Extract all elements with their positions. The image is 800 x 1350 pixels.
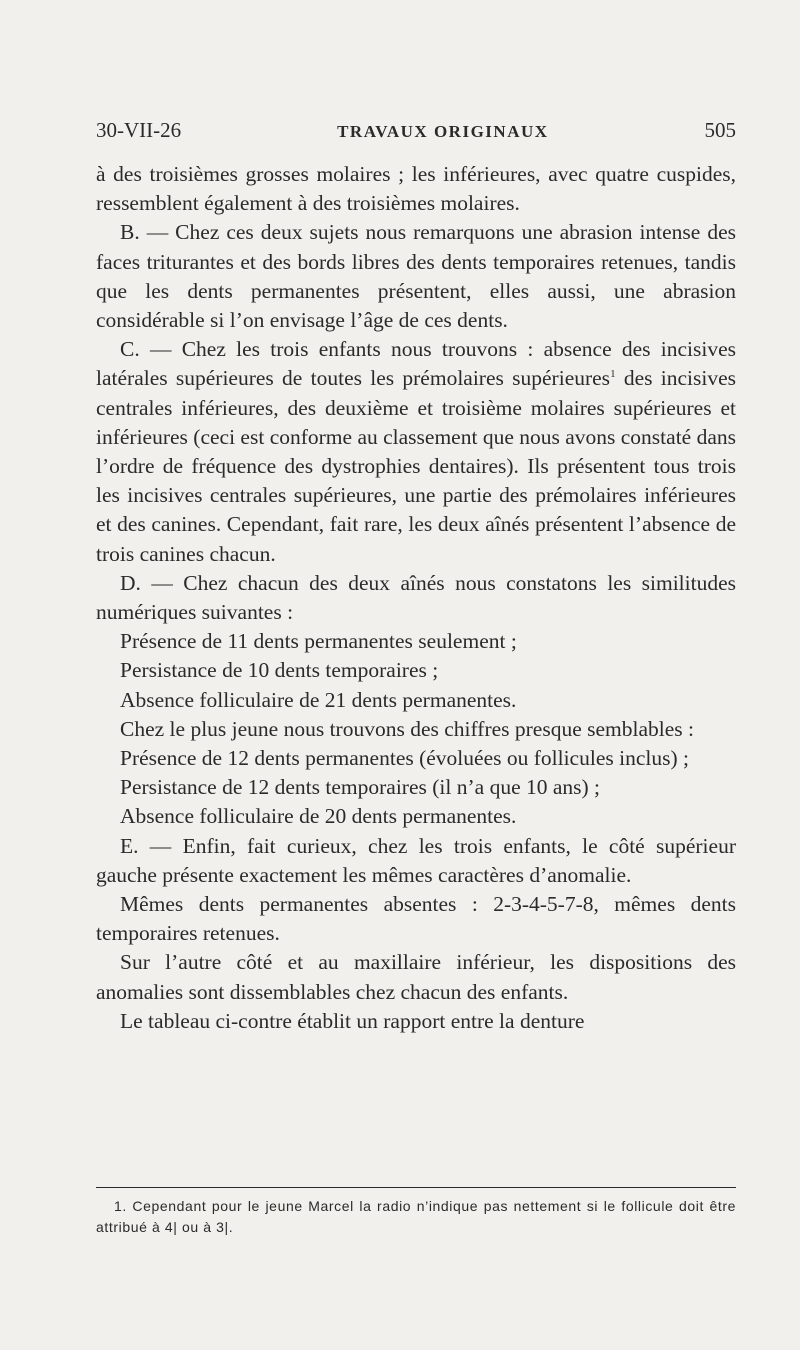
paragraph-continuation: à des troisièmes grosses molaires ; les inférieures, avec quatre cuspides, ressemblent également à des troisièmes molaires.: [96, 162, 736, 216]
list-item: Persistance de 10 dents temporaires ;: [120, 658, 439, 683]
paragraph-e: E. — Enfin, fait curieux, chez les trois enfants, le côté supérieur gauche présente exactement les mêmes caractères d’anomalie.: [96, 833, 736, 887]
page-number: 505: [704, 118, 736, 142]
list-item: Présence de 12 dents permanentes (évoluées ou follicules inclus) ;: [120, 746, 689, 771]
issue-date: 30-VII-26: [96, 118, 182, 142]
body-text: [96, 160, 736, 1036]
list-item: Absence folliculaire de 20 dents permanentes.: [120, 804, 517, 829]
paragraph-table-intro: Le tableau ci-contre établit un rapport entre la denture: [120, 1008, 585, 1033]
paragraph-other-side: Sur l’autre côté et au maxillaire inférieur, les dispositions des anomalies sont dissemblables chez chacun des enfants.: [96, 950, 736, 1004]
running-title: TRAVAUX ORIGINAUX: [337, 122, 549, 141]
list-item: Absence folliculaire de 21 dents permanentes.: [120, 687, 517, 712]
paragraph-c: [96, 335, 736, 569]
paragraph-d: D. — Chez chacun des deux aînés nous constatons les similitudes numériques suivantes :: [96, 570, 736, 625]
footnote-marker: 1: [610, 368, 616, 381]
list-item: Persistance de 12 dents temporaires (il n’a que 10 ans) ;: [120, 775, 601, 800]
footnote-rule: [96, 1187, 736, 1188]
paragraph-c-text: C. — Chez les trois enfants nous trouvons : absence des incisives latérales supérieures de toutes les prémolaires supérieures: [96, 337, 736, 391]
page: [96, 118, 736, 1036]
paragraph-b: B. — Chez ces deux sujets nous remarquons une abrasion intense des faces triturantes et des bords libres des dents temporaires retenues, tandis que les dents permanentes présentent, elles aussi, une abrasion considérable si l’on envisage l’âge de ces dents.: [96, 220, 736, 333]
list-item: Présence de 11 dents permanentes seulement ;: [120, 629, 517, 654]
paragraph-same-teeth: Mêmes dents permanentes absentes : 2-3-4-5-7-8, mêmes dents temporaires retenues.: [96, 892, 736, 946]
paragraph-c-continued: des incisives centrales inférieures, des deuxième et troisième molaires supérieures et inférieures (ceci est conforme au classement que nous avons constaté dans l’ordre de fréquence des dystrophies dentaires). Ils présentent tous trois les incisives centrales supérieures, une partie des prémolaires inférieures et des canines. Cependant, fait rare, les deux aînés présentent l’absence de trois canines chacun.: [96, 366, 737, 566]
footnote: 1. Cependant pour le jeune Marcel la radio n’indique pas nettement si le follicule doit être attribué à 4| ou à 3|.: [96, 1198, 736, 1235]
paragraph-youngest: Chez le plus jeune nous trouvons des chiffres presque semblables :: [120, 716, 695, 741]
running-header: [96, 118, 736, 160]
